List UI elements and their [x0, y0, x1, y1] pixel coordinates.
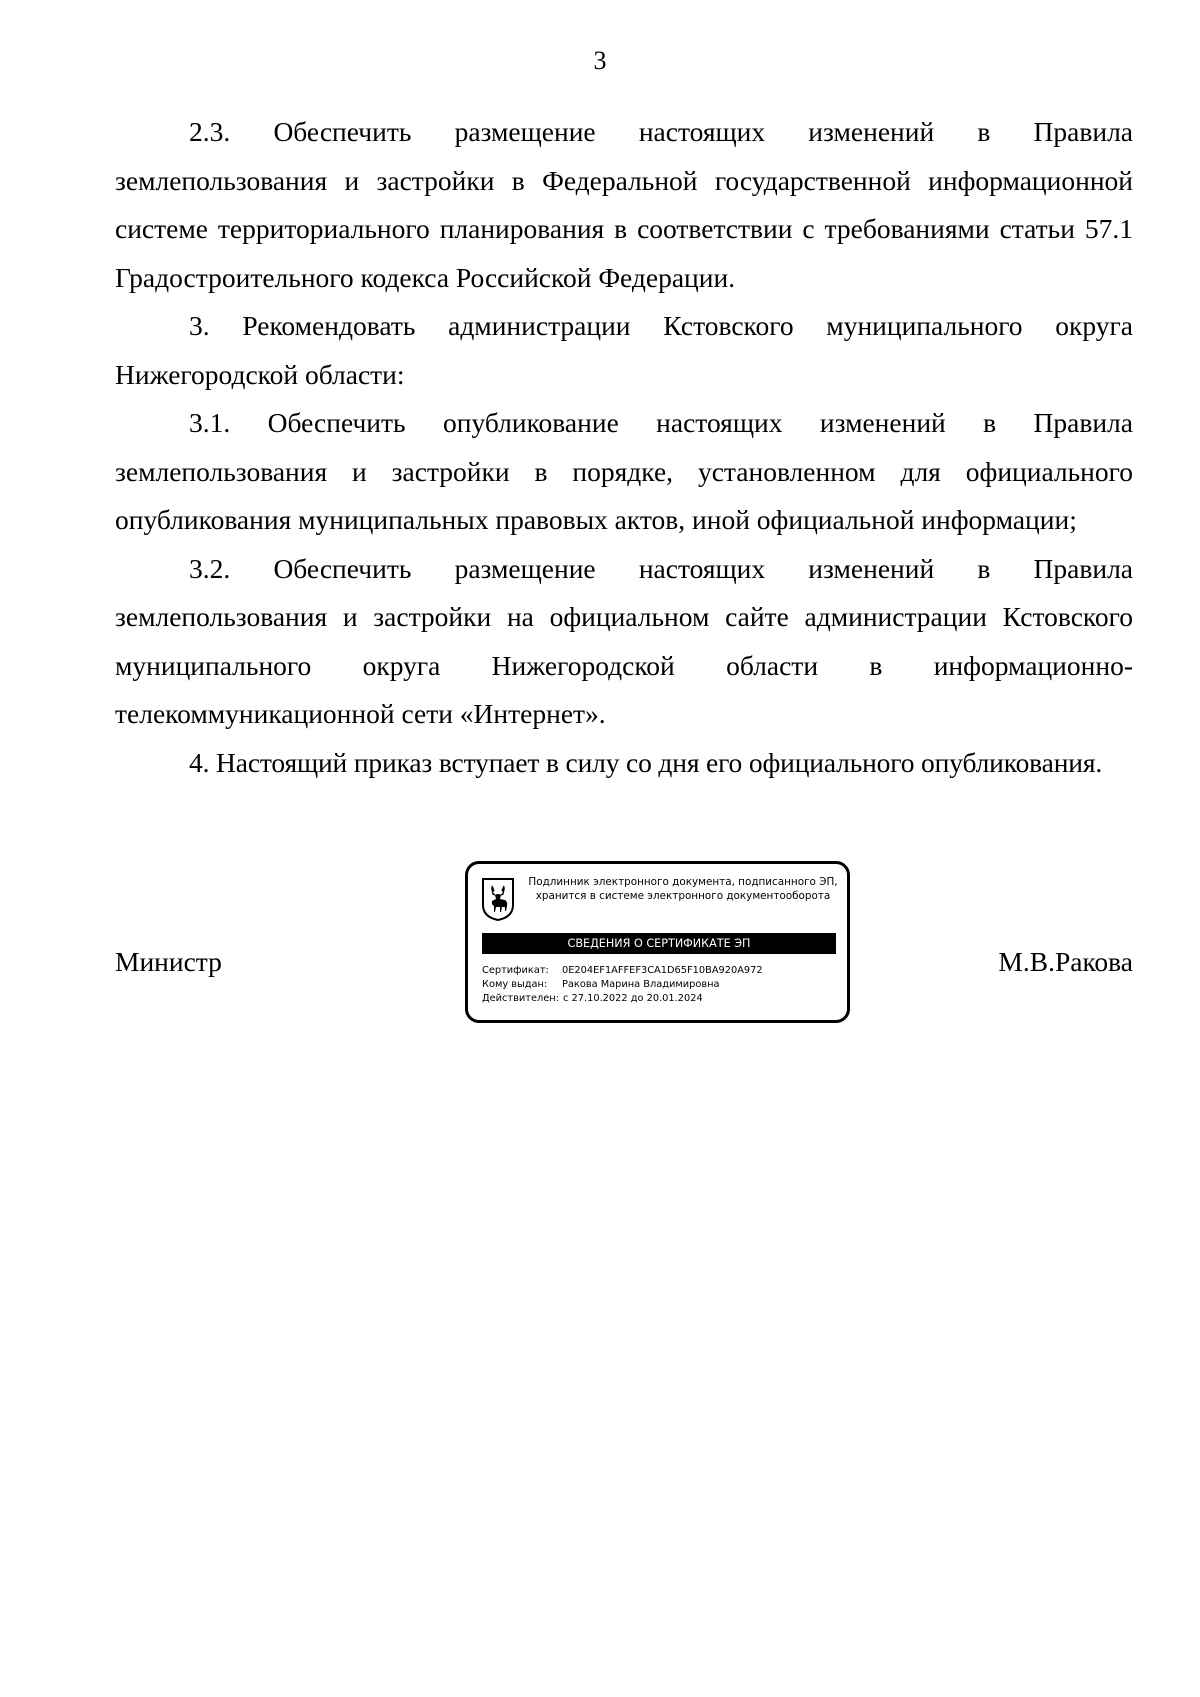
paragraph-3: 3. Рекомендовать администрации Кстовского муниципального округа Нижегородской области: — [115, 310, 1133, 390]
electronic-signature-stamp — [465, 861, 850, 1023]
document-body — [115, 108, 1133, 787]
stamp-valid-value: с 27.10.2022 до 20.01.2024 — [563, 993, 703, 1004]
stamp-certificate-label: Сертификат: — [482, 965, 549, 976]
stamp-certificate-line — [482, 964, 842, 978]
stamp-issued-to-value: Ракова Марина Владимировна — [562, 979, 720, 990]
stamp-header — [524, 875, 842, 903]
stamp-issued-to-line — [482, 978, 842, 992]
nizhny-novgorod-deer-emblem-icon — [481, 877, 515, 921]
stamp-certificate-details — [482, 964, 842, 1006]
page-number: 3 — [593, 46, 607, 75]
stamp-certificate-value: 0E204EF1AFFEF3CA1D65F10BA920A972 — [562, 965, 763, 976]
signatory-name: М.В.Ракова — [998, 946, 1133, 977]
paragraph-4: 4. Настоящий приказ вступает в силу со дня его официального опубликования. — [189, 746, 1103, 778]
stamp-valid-line — [482, 992, 842, 1006]
stamp-valid-label: Действителен: — [482, 993, 560, 1004]
paragraph-3-1: 3.1. Обеспечить опубликование настоящих изменений в Правила землепользования и застройки в порядке, установленном для официального опубликования муниципальных правовых актов, иной официальной информации; — [115, 407, 1133, 535]
stamp-certificate-bar: СВЕДЕНИЯ О СЕРТИФИКАТЕ ЭП — [482, 933, 836, 954]
signatory-title: Министр — [115, 946, 222, 977]
stamp-header-line1: Подлинник электронного документа, подписанного ЭП, — [528, 876, 838, 888]
paragraph-3-2: 3.2. Обеспечить размещение настоящих изменений в Правила землепользования и застройки на официальном сайте администрации Кстовского муниципального округа Нижегородской области в информационно-телекоммуникационной сети «Интернет». — [115, 552, 1133, 729]
paragraph-2-3: 2.3. Обеспечить размещение настоящих изменений в Правила землепользования и застройки в Федеральной государственной информационной системе территориального планирования в соответствии с требованиями статьи 57.1 Градостроительного кодекса Российской Федерации. — [115, 116, 1133, 293]
stamp-issued-to-label: Кому выдан: — [482, 979, 548, 990]
stamp-header-line2: хранится в системе электронного документооборота — [535, 890, 831, 902]
